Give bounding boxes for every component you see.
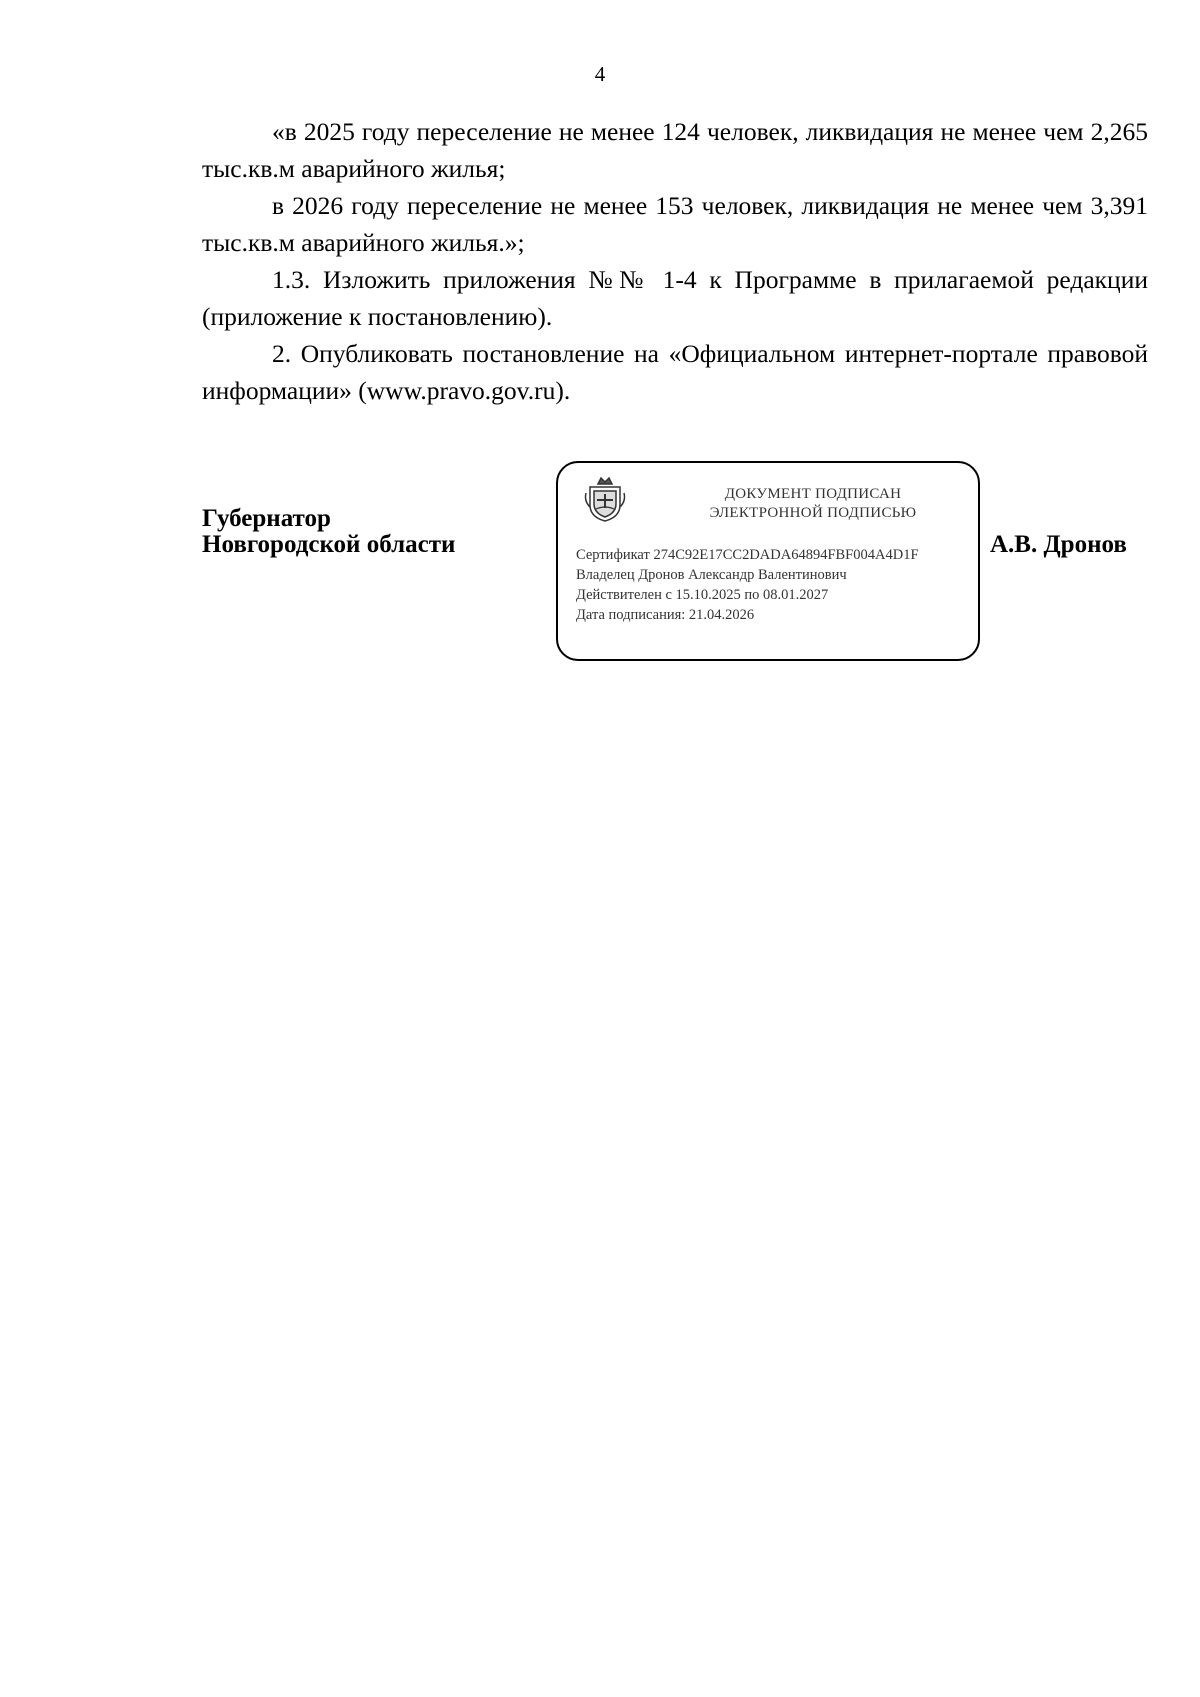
- paragraph-publication: 2. Опубликовать постановление на «Официальном интернет-портале правовой информации» (www.pravo.gov.ru).: [202, 339, 1148, 405]
- paragraph-appendices: 1.3. Изложить приложения №№ 1-4 к Программе в прилагаемой редакции (приложение к постановлению).: [202, 265, 1148, 331]
- electronic-signature-stamp: [556, 461, 980, 661]
- paragraph-2026-target: в 2026 году переселение не менее 153 человек, ликвидация не менее чем 3,391 тыс.кв.м аварийного жилья.»;: [202, 191, 1148, 257]
- document-body: [202, 113, 1148, 409]
- novgorod-coat-of-arms-icon: [582, 475, 628, 523]
- stamp-owner: Владелец Дронов Александр Валентинович: [576, 567, 847, 583]
- stamp-heading-line1: ДОКУМЕНТ ПОДПИСАН: [724, 486, 902, 502]
- signer-title-line1: Губернатор: [202, 505, 331, 532]
- stamp-details: [576, 545, 976, 625]
- page-number: 4: [594, 62, 606, 86]
- stamp-validity: Действителен с 15.10.2025 по 08.01.2027: [576, 587, 829, 603]
- paragraph-2025-target: «в 2025 году переселение не менее 124 человек, ликвидация не менее чем 2,265 тыс.кв.м аварийного жилья;: [202, 117, 1148, 183]
- signer-title: [202, 506, 455, 558]
- stamp-certificate: Сертификат 274C92E17CC2DADA64894FBF004A4D1F: [576, 547, 919, 563]
- stamp-signed-date: Дата подписания: 21.04.2026: [576, 607, 755, 623]
- stamp-heading: [648, 485, 978, 523]
- signer-name: А.В. Дронов: [990, 531, 1127, 558]
- signer-title-line2: Новгородской области: [202, 531, 456, 558]
- stamp-heading-line2: ЭЛЕКТРОННОЙ ПОДПИСЬЮ: [709, 505, 917, 521]
